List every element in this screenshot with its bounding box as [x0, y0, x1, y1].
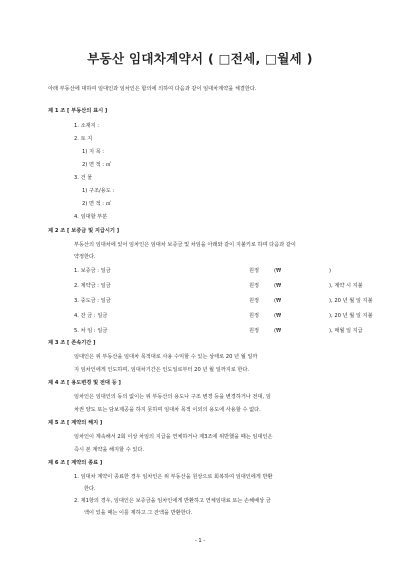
- amount-won: (₩: [274, 313, 282, 319]
- a1-line-3: 1) 지 목 :: [82, 149, 105, 155]
- article-6-heading: 제 6 조 [ 계약의 종료 ]: [48, 460, 103, 466]
- article-4-heading: 제 4 조 [ 용도변경 및 전대 등 ]: [48, 380, 121, 386]
- amount-unit: 원정: [249, 313, 260, 319]
- page-number: - 1 -: [194, 538, 206, 544]
- a6-line-4: 액이 있을 때는 이를 제하고 그 잔액을 반환한다.: [84, 510, 193, 516]
- amount-row: [74, 283, 374, 290]
- amount-unit: 원정: [249, 328, 260, 334]
- amount-label: 4. 잔 금 : 일금: [74, 313, 108, 319]
- amount-unit: 원정: [249, 268, 260, 274]
- a6-line-3: 2. 제1항의 경우, 임대인은 보증금을 임차인에게 반환하고 연체임대료 또는 손해배상 금: [74, 498, 271, 504]
- amount-won: (₩: [274, 283, 282, 289]
- a6-line-2: 한다.: [84, 486, 96, 492]
- a4-para-1: 임차인은 임대인의 동의 없이는 위 부동산의 용도나 구조 변경 등을 변경하거나 전대, 임: [74, 394, 271, 400]
- amount-tail: ), 20 년 월 일 지불: [329, 298, 373, 304]
- amount-won: (₩: [274, 298, 282, 304]
- a2-para-2: 약정한다.: [74, 254, 96, 260]
- a3-para-2: 지 임차인에게 인도하며, 임대차기간은 인도일로부터 20 년 월 일까지로 한다.: [74, 367, 250, 373]
- amount-label: 1. 보증금 : 일금: [74, 268, 111, 274]
- article-3-heading: 제 3 조 [ 존속기간 ]: [48, 340, 96, 346]
- a3-para-1: 임대인은 위 부동산을 임대차 목적대로 사용 수익할 수 있는 상태로 20 년 월 일까: [74, 354, 258, 360]
- a1-line-2: 2. 토 지: [74, 136, 93, 142]
- amount-label: 3. 중도금 : 일금: [74, 298, 111, 304]
- a1-line-1: 1. 소재지 :: [74, 123, 100, 129]
- a1-line-5: 3. 건 물: [74, 175, 93, 181]
- amount-unit: 원정: [249, 283, 260, 289]
- a4-para-2: 차권 양도 또는 담보제공을 하지 못하며 임대차 목적 이외의 용도에 사용할 수 없다.: [74, 407, 261, 413]
- article-2-heading: 제 2 조 [ 보증금 및 지급시기 ]: [48, 228, 120, 234]
- a6-line-1: 1. 임대차 계약이 종료한 경우 임차인은 위 부동산을 원상으로 회복하여 임대인에게 반환: [74, 474, 273, 480]
- amount-label: 2. 계약금 : 일금: [74, 283, 111, 289]
- a5-para-2: 즉시 본 계약을 해지할 수 있다.: [74, 447, 145, 453]
- amount-row: [74, 298, 374, 305]
- a2-para-1: 부동산의 임대차에 있어 임차인은 임대차 보증금 및 차임을 아래와 같이 지불키로 하며 다음과 같이: [74, 242, 296, 248]
- a5-para-1: 임차인이 계속해서 2회 이상 차임의 지급을 연체하거나 제3조에 위반했을 때는 임대인은: [74, 434, 273, 440]
- amount-row: [74, 268, 374, 275]
- a1-line-8: 4. 임대할 부분: [74, 214, 108, 220]
- a1-line-6: 1) 구조/용도 :: [82, 188, 115, 194]
- amount-row: [74, 313, 374, 320]
- amount-tail: ), 20 년 월 일 지불: [329, 313, 373, 319]
- amount-row: [74, 328, 374, 335]
- amount-won: (₩: [274, 328, 282, 334]
- document-title: 부동산 임대차계약서 ( □전세, □월세 ): [87, 51, 313, 66]
- amount-tail: ), 매월 일 지급: [329, 328, 363, 334]
- amount-unit: 원정: [249, 298, 260, 304]
- amount-tail: ): [329, 268, 332, 274]
- article-1-heading: 제 1 조 [ 부동산의 표시 ]: [48, 108, 108, 114]
- a1-line-4: 2) 면 적 : ㎡: [82, 162, 111, 168]
- a1-line-7: 2) 면 적 : ㎡: [82, 201, 111, 207]
- amount-label: 5. 차 임 : 일금: [74, 328, 108, 334]
- article-5-heading: 제 5 조 [ 계약의 해지 ]: [48, 420, 103, 426]
- amount-won: (₩: [274, 268, 282, 274]
- amount-tail: ), 계약 시 지불: [329, 283, 363, 289]
- intro-text: 아래 부동산에 대하여 임대인과 임차인은 합의에 의하여 다음과 같이 임대차계약을 체결한다.: [48, 86, 257, 92]
